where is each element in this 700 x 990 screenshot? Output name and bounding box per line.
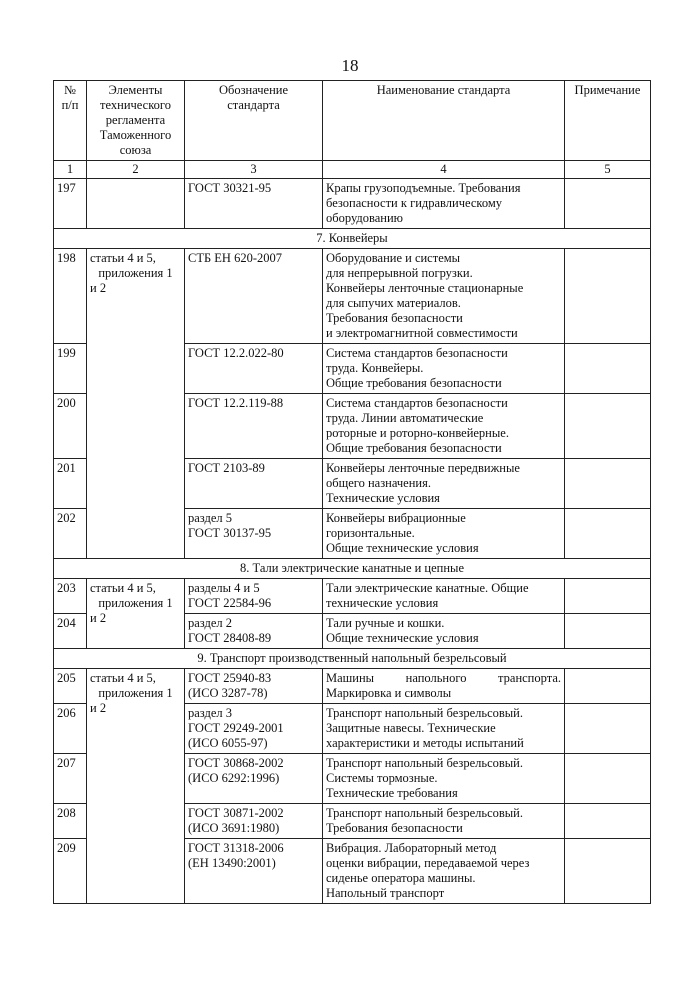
table-row (54, 669, 651, 704)
section-row (54, 649, 651, 669)
row-elements: статьи 4 и 5, приложения 1 и 2 (87, 669, 185, 904)
row-note (565, 459, 651, 509)
row-note (565, 839, 651, 904)
row-number: 202 (54, 509, 87, 559)
row-standard-name: Тали электрические канатные. Общие технические условия (323, 579, 565, 614)
row-designation: раздел 2 ГОСТ 28408-89 (185, 614, 323, 649)
row-designation: раздел 3 ГОСТ 29249-2001 (ИСО 6055-97) (185, 704, 323, 754)
table-row (54, 579, 651, 614)
header-elements: Элементы технического регламента Таможенного союза (87, 81, 185, 161)
row-standard-name: Транспорт напольный безрельсовый. Защитные навесы. Технические характеристики и методы испытаний (323, 704, 565, 754)
row-note (565, 394, 651, 459)
row-designation: ГОСТ 2103-89 (185, 459, 323, 509)
row-designation: ГОСТ 12.2.119-88 (185, 394, 323, 459)
table-row (54, 179, 651, 229)
header-number: № п/п (54, 81, 87, 161)
column-number: 3 (185, 161, 323, 179)
row-note (565, 509, 651, 559)
header-designation: Обозначение стандарта (185, 81, 323, 161)
column-number: 5 (565, 161, 651, 179)
row-note (565, 579, 651, 614)
column-number: 4 (323, 161, 565, 179)
row-number: 205 (54, 669, 87, 704)
row-note (565, 249, 651, 344)
row-number: 209 (54, 839, 87, 904)
row-standard-name: Вибрация. Лабораторный метод оценки вибрации, передаваемой через сиденье оператора машины. Напольный транспорт (323, 839, 565, 904)
column-numbers-row (54, 161, 651, 179)
row-number: 208 (54, 804, 87, 839)
column-number: 1 (54, 161, 87, 179)
row-note (565, 704, 651, 754)
row-standard-name: Транспорт напольный безрельсовый. Системы тормозные. Технические требования (323, 754, 565, 804)
header-note: Примечание (565, 81, 651, 161)
row-number: 206 (54, 704, 87, 754)
row-designation: ГОСТ 30871-2002 (ИСО 3691:1980) (185, 804, 323, 839)
row-standard-name: Тали ручные и кошки. Общие технические условия (323, 614, 565, 649)
row-standard-name: Крапы грузоподъемные. Требования безопасности к гидравлическому оборудованию (323, 179, 565, 229)
section-title: 8. Тали электрические канатные и цепные (54, 559, 651, 579)
row-designation: СТБ ЕН 620-2007 (185, 249, 323, 344)
row-designation: ГОСТ 25940-83 (ИСО 3287-78) (185, 669, 323, 704)
row-number: 200 (54, 394, 87, 459)
row-number: 203 (54, 579, 87, 614)
row-number: 197 (54, 179, 87, 229)
row-standard-name: Система стандартов безопасности труда. Конвейеры. Общие требования безопасности (323, 344, 565, 394)
header-standard-name: Наименование стандарта (323, 81, 565, 161)
row-elements: статьи 4 и 5, приложения 1 и 2 (87, 579, 185, 649)
row-designation: ГОСТ 30321-95 (185, 179, 323, 229)
row-designation: разделы 4 и 5 ГОСТ 22584-96 (185, 579, 323, 614)
column-number: 2 (87, 161, 185, 179)
row-number: 207 (54, 754, 87, 804)
row-note (565, 179, 651, 229)
row-standard-name: Система стандартов безопасности труда. Линии автоматические роторные и роторно-конвейерные. Общие требования безопасности (323, 394, 565, 459)
row-elements: статьи 4 и 5, приложения 1 и 2 (87, 249, 185, 559)
row-note (565, 754, 651, 804)
section-row (54, 559, 651, 579)
section-row (54, 229, 651, 249)
row-designation: ГОСТ 31318-2006 (ЕН 13490:2001) (185, 839, 323, 904)
row-number: 199 (54, 344, 87, 394)
standards-table (53, 80, 651, 904)
row-note (565, 614, 651, 649)
row-designation: ГОСТ 30868-2002 (ИСО 6292:1996) (185, 754, 323, 804)
row-designation: раздел 5 ГОСТ 30137-95 (185, 509, 323, 559)
page-number: 18 (341, 56, 359, 75)
section-title: 7. Конвейеры (54, 229, 651, 249)
row-number: 201 (54, 459, 87, 509)
row-standard-name: Конвейеры вибрационные горизонтальные. Общие технические условия (323, 509, 565, 559)
row-standard-name: Оборудование и системы для непрерывной погрузки. Конвейеры ленточные стационарные для сыпучих материалов. Требования безопасности и электромагнитной совместимости (323, 249, 565, 344)
row-standard-name: Транспорт напольный безрельсовый. Требования безопасности (323, 804, 565, 839)
row-standard-name: Машины напольного транспорта. Маркировка и символы (323, 669, 565, 704)
table-row (54, 249, 651, 344)
row-note (565, 344, 651, 394)
row-elements (87, 179, 185, 229)
row-note (565, 804, 651, 839)
row-standard-name: Конвейеры ленточные передвижные общего назначения. Технические условия (323, 459, 565, 509)
section-title: 9. Транспорт производственный напольный безрельсовый (54, 649, 651, 669)
row-number: 204 (54, 614, 87, 649)
row-designation: ГОСТ 12.2.022-80 (185, 344, 323, 394)
row-note (565, 669, 651, 704)
row-number: 198 (54, 249, 87, 344)
table-header-row (54, 81, 651, 161)
